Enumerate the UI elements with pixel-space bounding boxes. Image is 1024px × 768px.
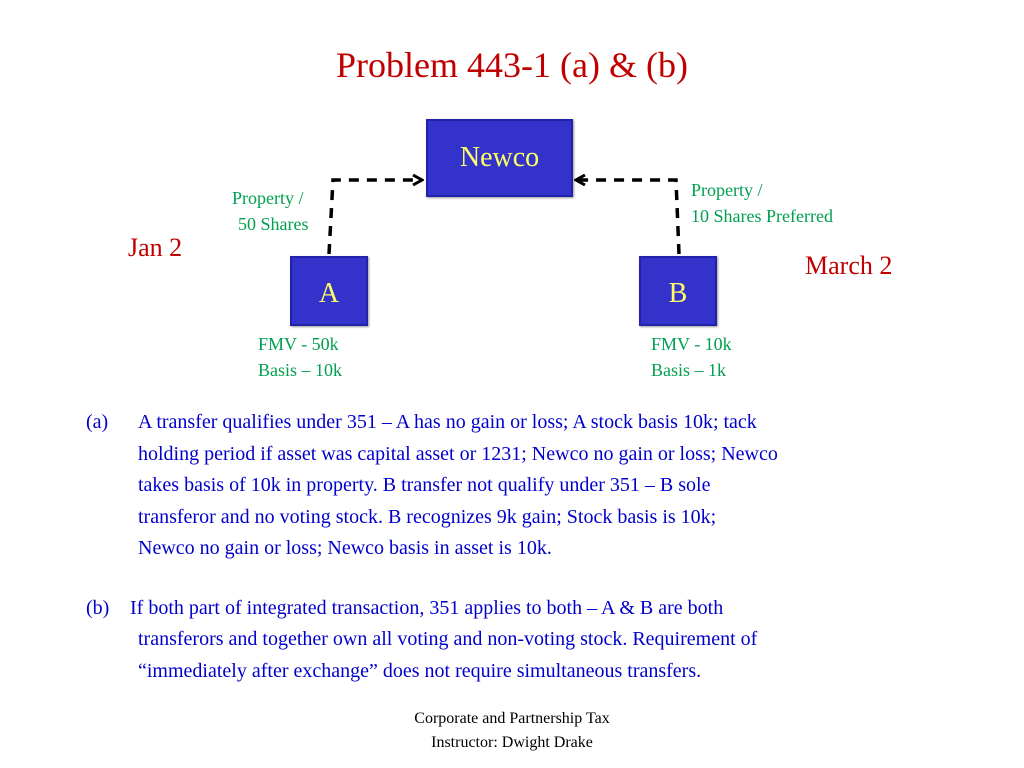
b-values [651,331,732,383]
b-fmv: FMV - 10k [651,334,732,354]
paragraph-a-line: transferor and no voting stock. B recognizes 9k gain; Stock basis is 10k; [138,505,717,528]
shareholder-a-box: A [290,256,368,326]
b-basis: Basis – 1k [651,360,727,380]
a-basis: Basis – 10k [258,360,343,380]
paragraph-a-line: Newco no gain or loss; Newco basis in asset is 10k. [138,537,552,559]
paragraph-a-line: A transfer qualifies under 351 – A has no gain or loss; A stock basis 10k; tack [138,411,757,433]
paragraph-b-tag: (b) [86,596,110,619]
paragraph-a [86,407,986,565]
paragraph-a-tag: (a) [86,411,109,433]
paragraph-b-line: If both part of integrated transaction, 351 applies to both – A & B are both [130,596,724,619]
a-transfer-line-2: 50 Shares [238,214,309,234]
newco-box: Newco [426,119,573,197]
paragraph-a-line: takes basis of 10k in property. B transfer not qualify under 351 – B sole [138,474,711,496]
footer-instructor: Instructor: Dwight Drake [431,734,593,751]
paragraph-b [86,593,986,688]
arrow-b-to-newco [576,180,679,254]
a-transfer-line-1: Property / [232,188,304,208]
arrow-a-to-newco [329,180,422,254]
slide-title: Problem 443-1 (a) & (b) [336,45,688,85]
b-transfer-line-1: Property / [691,180,763,200]
shareholder-b-box: B [639,256,717,326]
footer [0,707,1024,755]
b-transfer-line-2: 10 Shares Preferred [691,206,833,226]
b-transfer-label [691,177,833,229]
a-fmv: FMV - 50k [258,334,339,354]
paragraph-b-line: “immediately after exchange” does not require simultaneous transfers. [138,659,702,682]
paragraph-b-line: transferors and together own all voting and non-voting stock. Requirement of [138,628,758,650]
answer-text [86,407,986,687]
a-transfer-label [232,185,309,237]
footer-course: Corporate and Partnership Tax [414,710,610,727]
a-date-label: Jan 2 [128,233,183,262]
b-date-label: March 2 [805,251,893,280]
paragraph-a-line: holding period if asset was capital asset or 1231; Newco no gain or loss; Newco [138,442,778,465]
a-values [258,331,342,383]
